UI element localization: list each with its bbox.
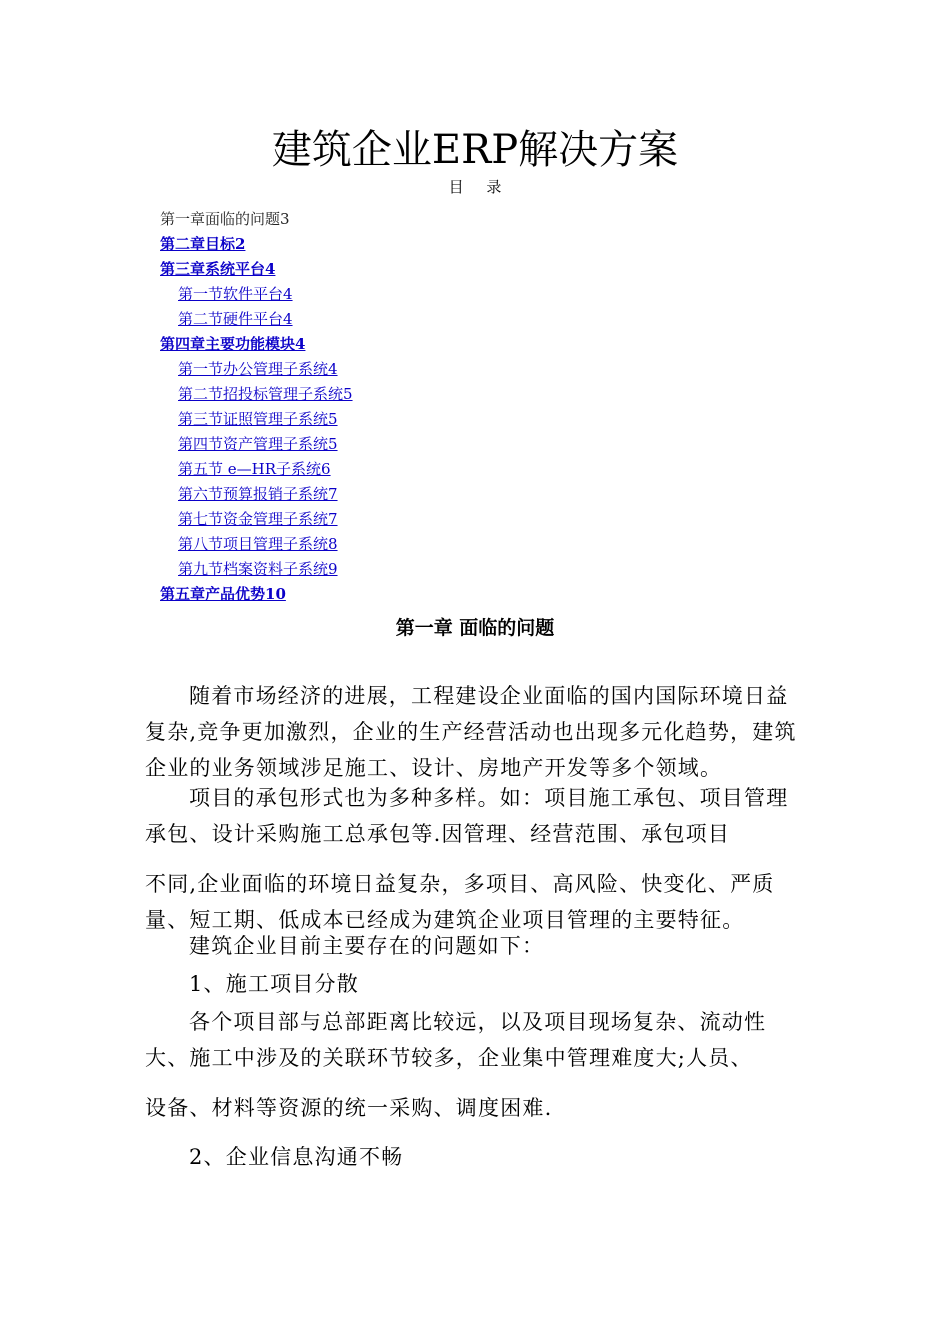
toc-section-link[interactable]: 第三节证照管理子系统5 — [178, 410, 338, 428]
toc-heading: 目 录 — [448, 178, 511, 196]
toc-entry: 第一章面临的问题3 — [160, 210, 290, 228]
chapter-heading: 第一章 面临的问题 — [395, 617, 555, 639]
toc-section-link[interactable]: 第七节资金管理子系统7 — [178, 510, 338, 528]
paragraph-dispersed-projects: 各个项目部与总部距离比较远，以及项目现场复杂、流动性大、施工中涉及的关联环节较多，企业集中管理难度大;人员、 — [145, 1010, 767, 1070]
paragraph-contract-forms-cont: 不同,企业面临的环境日益复杂，多项目、高风险、快变化、严质量、短工期、低成本已经成为建筑企业项目管理的主要特征。 — [145, 872, 775, 932]
toc-chapter-link[interactable]: 第五章产品优势10 — [160, 585, 286, 603]
toc-section-link[interactable]: 第六节预算报销子系统7 — [178, 485, 338, 503]
paragraph-problems-intro: 建筑企业目前主要存在的问题如下： — [189, 934, 545, 958]
document-title: 建筑企业ERP解决方案 — [271, 127, 679, 173]
toc-section-link[interactable]: 第二节硬件平台4 — [178, 310, 293, 328]
toc-section-link[interactable]: 第一节办公管理子系统4 — [178, 360, 338, 378]
toc-section-link[interactable]: 第一节软件平台4 — [178, 285, 293, 303]
list-item-1-heading: 1、施工项目分散 — [189, 972, 359, 996]
toc-section-link[interactable]: 第五节 e—HR子系统6 — [178, 460, 331, 478]
paragraph-contract-forms: 项目的承包形式也为多种多样。如：项目施工承包、项目管理承包、设计采购施工总承包等.因管理、经营范围、承包项目 — [145, 786, 789, 846]
paragraph-market: 随着市场经济的进展，工程建设企业面临的国内国际环境日益复杂,竞争更加激烈，企业的生产经营活动也出现多元化趋势，建筑企业的业务领域涉足施工、设计、房地产开发等多个领域。 — [145, 684, 797, 780]
toc-chapter-link[interactable]: 第三章系统平台4 — [160, 260, 276, 278]
toc-section-link[interactable]: 第八节项目管理子系统8 — [178, 535, 338, 553]
toc-chapter-link[interactable]: 第四章主要功能模块4 — [160, 335, 306, 353]
toc-section-link[interactable]: 第四节资产管理子系统5 — [178, 435, 338, 453]
table-of-contents — [160, 207, 353, 607]
paragraph-dispersed-projects-cont: 设备、材料等资源的统一采购、调度困难. — [145, 1096, 553, 1120]
toc-section-link[interactable]: 第二节招投标管理子系统5 — [178, 385, 353, 403]
toc-section-link[interactable]: 第九节档案资料子系统9 — [178, 560, 338, 578]
toc-chapter-link[interactable]: 第二章目标2 — [160, 235, 246, 253]
list-item-2-heading: 2、企业信息沟通不畅 — [189, 1145, 404, 1169]
